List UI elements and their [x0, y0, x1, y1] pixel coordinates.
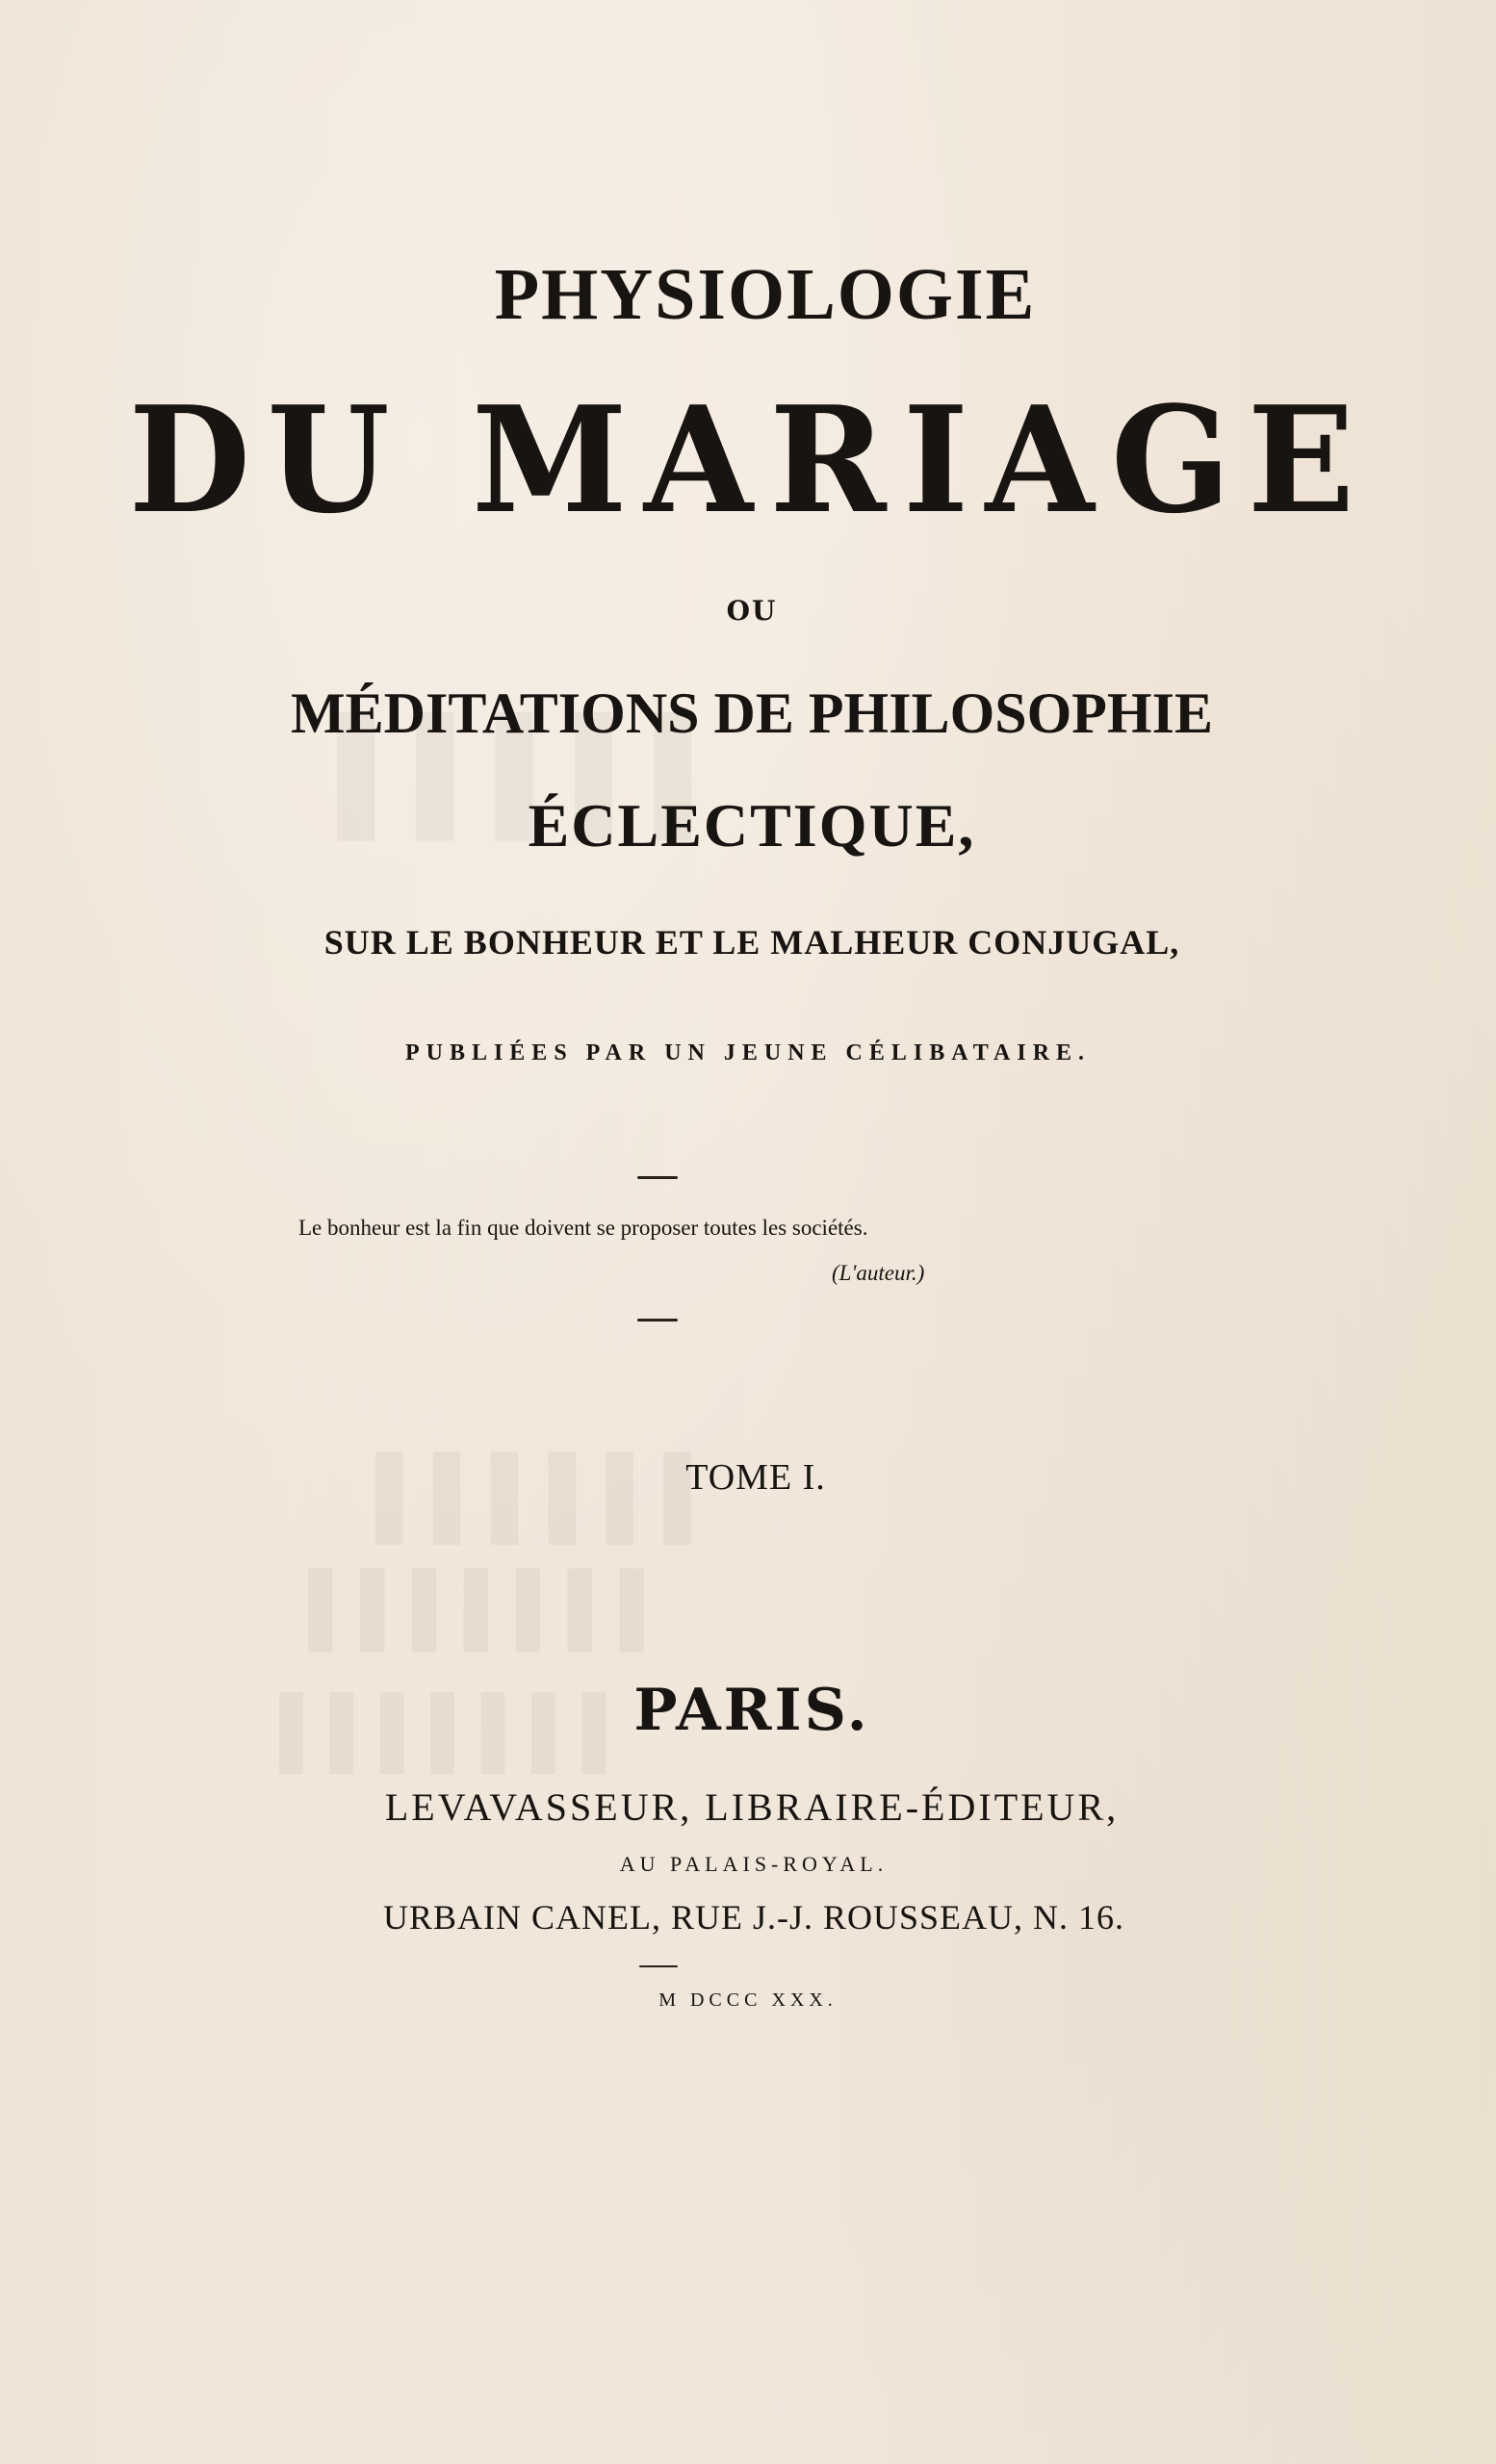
title-conjunction: OU [726, 595, 778, 627]
show-through-texture: ▌▌▌▌▌ [337, 714, 734, 832]
decorative-rule [637, 1176, 678, 1179]
subtitle-line-3: SUR LE BONHEUR ET LE MALHEUR CONJUGAL, [323, 923, 1180, 962]
subtitle-line-1: MÉDITATIONS DE PHILOSOPHIE [291, 681, 1213, 745]
volume-label: TOME I. [685, 1457, 826, 1498]
publication-year: M DCCC XXX. [658, 1989, 838, 2011]
decorative-rule [637, 1319, 678, 1322]
city-name: PARIS. [633, 1677, 870, 1744]
publisher-line: PUBLIÉES PAR UN JEUNE CÉLIBATAIRE. [404, 1040, 1092, 1065]
address-line-1: AU PALAIS-ROYAL. [619, 1852, 889, 1876]
show-through-texture: ▌▌▌▌▌▌▌ [279, 1695, 632, 1769]
epigraph-author: (L'auteur.) [832, 1261, 925, 1285]
decorative-rule [639, 1965, 678, 1967]
show-through-texture: ▌▌▌▌▌▌ [375, 1454, 722, 1539]
publisher-name: LEVAVASSEUR, LIBRAIRE-ÉDITEUR, [384, 1785, 1120, 1829]
subtitle-line-2: ÉCLECTIQUE, [528, 791, 976, 860]
show-through-texture: ▌▌▌▌▌▌▌ [308, 1570, 672, 1647]
title-line-2: DU MARIAGE [128, 373, 1372, 546]
title-line-1: PHYSIOLOGIE [494, 254, 1037, 335]
address-line-2: URBAIN CANEL, RUE J.-J. ROUSSEAU, N. 16. [382, 1898, 1125, 1937]
epigraph: Le bonheur est la fin que doivent se proposer toutes les sociétés. [298, 1216, 868, 1240]
